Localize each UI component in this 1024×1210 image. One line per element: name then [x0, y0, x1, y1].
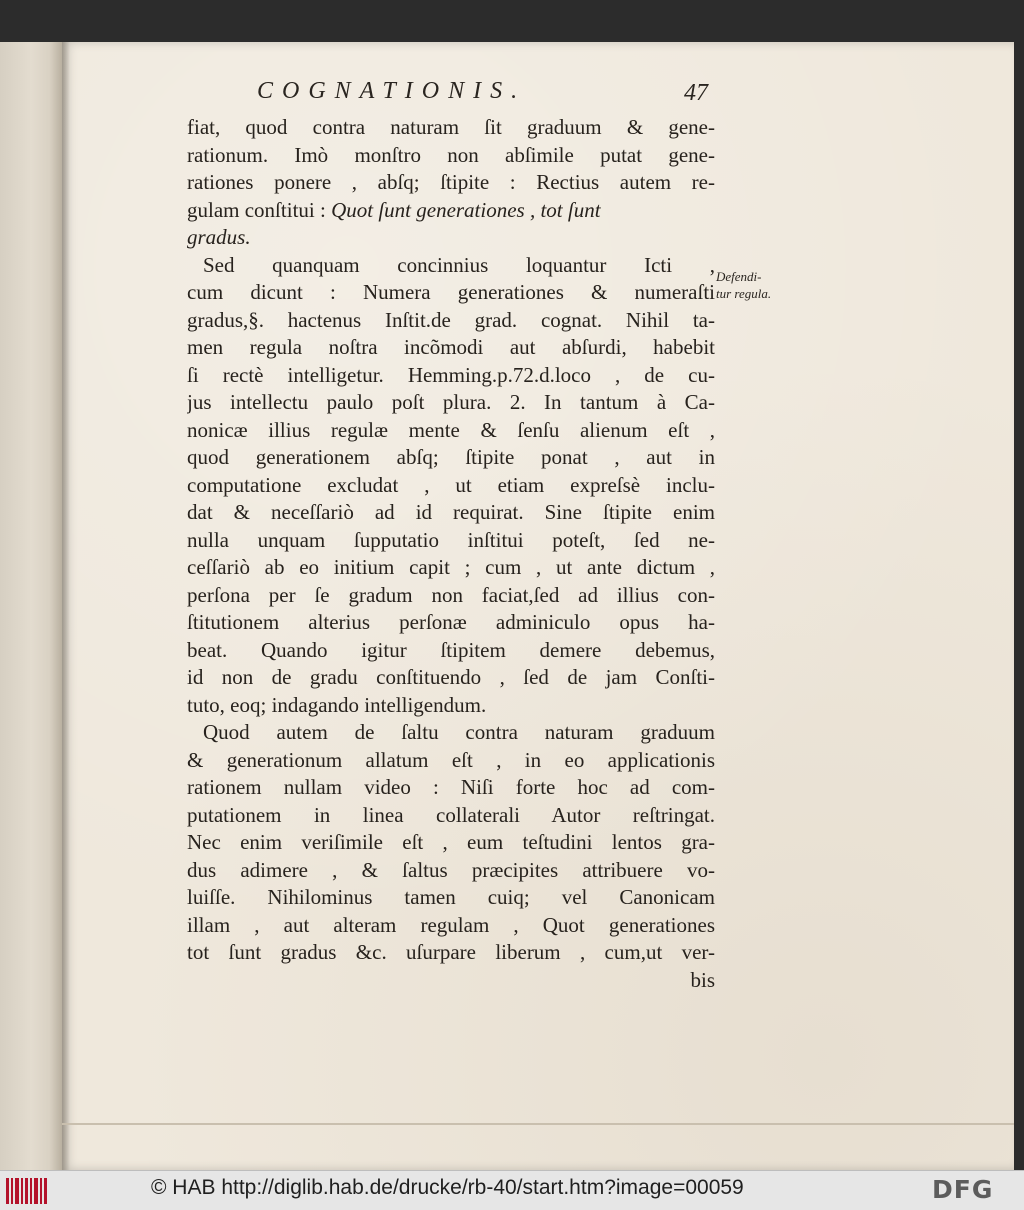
text-line: gradus.	[187, 225, 251, 249]
page-bottom-edge	[62, 1123, 1014, 1125]
text-line: rationem nullam video : Niſi forte hoc ad com-	[187, 775, 715, 799]
marginal-note-line: tur regula.	[716, 286, 772, 301]
text-line: Nec enim veriſimile eſt , eum teſtudini lentos gra-	[187, 830, 715, 854]
page-number: 47	[684, 80, 708, 106]
dfg-logo: DFG	[932, 1175, 994, 1204]
text-line: rationum. Imò monſtro non abſimile putat gene-	[187, 142, 715, 167]
text-line: nulla unquam ſupputatio inſtitui poteſt, ſed ne-	[187, 527, 715, 552]
text-line: id non de gradu conſtituendo , ſed de jam Conſti-	[187, 665, 715, 689]
text-line: perſona per ſe gradum non faciat,ſed ad illius con-	[187, 582, 715, 607]
text-segment: gulam conſtitui :	[187, 197, 326, 222]
text-line: ſi rectè intelligetur. Hemming.p.72.d.loco , de cu-	[187, 362, 715, 387]
text-line: fiat, quod contra naturam ſit graduum & gene-	[187, 115, 715, 139]
text-line: cum dicunt : Numera generationes & numeraſti	[187, 280, 715, 304]
source-link[interactable]: © HAB http://diglib.hab.de/drucke/rb-40/start.htm?image=00059	[151, 1176, 744, 1199]
text-line: putationem in linea collaterali Autor reſtringat.	[187, 802, 715, 827]
text-line: nonicæ illius regulæ mente & ſenſu alienum eſt ,	[187, 417, 715, 442]
text-line: rationes ponere , abſq; ſtipite : Rectius autem re-	[187, 170, 715, 194]
text-line: tot ſunt gradus &c. uſurpare liberum , cum,ut ver-	[187, 940, 715, 964]
body-text	[187, 114, 715, 994]
text-line	[187, 197, 715, 225]
text-line: Quod autem de ſaltu contra naturam graduum	[203, 720, 715, 744]
text-line: gradus,§. hactenus Inſtit.de grad. cognat. Nihil ta-	[187, 307, 715, 332]
text-line: dat & neceſſariò ad id requirat. Sine ſtipite enim	[187, 500, 715, 524]
italic-rule: Quot ſunt generationes , tot ſunt	[331, 197, 601, 222]
text-line: Sed quanquam concinnius loquantur Icti ,	[203, 252, 715, 277]
book-page	[62, 42, 1014, 1170]
catchword: bis	[690, 967, 715, 992]
library-barcode-icon	[6, 1178, 48, 1204]
text-line: men regula noſtra incõmodi aut abſurdi, habebit	[187, 335, 715, 359]
text-line: jus intellectu paulo poſt plura. 2. In tantum à Ca-	[187, 390, 715, 414]
text-line: ceſſariò ab eo initium capit ; cum , ut ante dictum ,	[187, 555, 715, 579]
running-head: COGNATIONIS.	[257, 78, 527, 104]
page-gutter-shadow	[62, 42, 70, 1170]
text-line: illam , aut alteram regulam , Quot generationes	[187, 912, 715, 937]
footer-bar	[0, 1170, 1024, 1210]
text-line: luiſſe. Nihilominus tamen cuiq; vel Canonicam	[187, 885, 715, 909]
text-line: dus adimere , & ſaltus præcipites attribuere vo-	[187, 857, 715, 882]
text-line: & generationum allatum eſt , in eo applicationis	[187, 747, 715, 772]
marginal-note-line: Defendi-	[716, 269, 762, 284]
text-line: computatione excludat , ut etiam expreſsè inclu-	[187, 472, 715, 497]
text-line: ſtitutionem alterius perſonæ adminiculo opus ha-	[187, 610, 715, 634]
marginal-note	[716, 268, 816, 302]
text-line: quod generationem abſq; ſtipite ponat , aut in	[187, 445, 715, 469]
text-line: beat. Quando igitur ſtipitem demere debemus,	[187, 637, 715, 662]
text-line: tuto, eoq; indagando intelligendum.	[187, 692, 487, 717]
previous-page-edge	[0, 42, 62, 1170]
